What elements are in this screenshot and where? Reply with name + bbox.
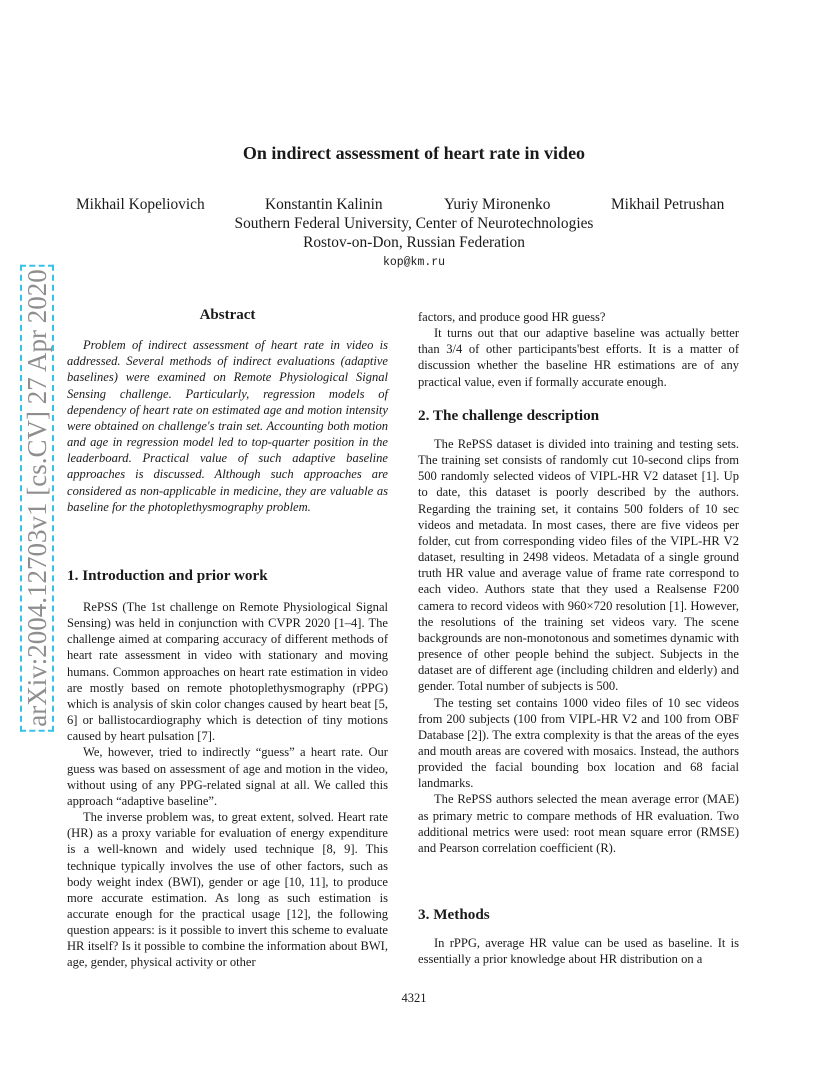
page-number: 4321 [401,991,427,1005]
arxiv-id: arXiv:2004.12703v1 [cs.CV] 27 Apr 2020 [20,264,54,731]
paragraph: The RePSS dataset is divided into training and testing sets. The training set consists of randomly cut 10-second clips from 500 randomly selected videos of VIPL-HR V2 dataset [1]. Up to date, this dataset is poorly described by the authors. Regarding the training set, it contains 500 folders of 10 sec videos and metadata. In most cases, there are five videos per folder, cut from corresponding video files of the VIPL-HR V2 dataset, resulting in 2498 videos. Metadata of a single ground truth HR value and average value of frame rate correspond to each video. Authors state that they used a Realsense F200 camera to record videos with 960×720 resolution [1]. However, the resolutions of the training set videos vary. The scene backgrounds are non-monotonous and sometimes dynamic with presence of other people behind the subject. Subjects in the dataset are of different age (including children and elderly) and gender. Total number of subjects is 500. [418,437,739,694]
location: Rostov-on-Don, Russian Federation [303,234,525,251]
section-1 [67,566,388,971]
paragraph: We, however, tried to indirectly “guess” a heart rate. Our guess was based on assessment of age and motion in the video, without using of any PPG-related signal at all. We called this approach “adaptive baseline”. [67,745,388,808]
paragraph: It turns out that our adaptive baseline was actually better than 3/4 of other participants'best efforts. It is a matter of discussion whether the baseline HR estimations are of any practical value, even if formally accurate enough. [418,326,739,389]
affiliation: Southern Federal University, Center of Neurotechnologies [234,215,594,232]
abstract-text: Problem of indirect assessment of heart rate in video is addressed. Several methods of indirect evaluations (adaptive baselines) were examined on Remote Physiological Signal Sensing challenge. Particularly, regression models of dependency of heart rate on estimated age and motion intensity were obtained on challenge's train set. Accounting both motion and age in regression model led to top-quarter position in the leaderboard. Practical value of such adaptive baseline approaches is discussed. Although such approaches are considered as non-applicable in medicine, they are valuable as baseline for the photoplethysmography problem. [67,338,388,514]
section-3 [418,905,739,967]
email: kop@km.ru [382,256,446,269]
right-column [418,309,739,390]
left-column [67,307,388,515]
arxiv-stamp [22,258,52,738]
paragraph: factors, and produce good HR guess? [418,310,606,324]
section-heading: 1. Introduction and prior work [67,567,268,584]
section-2 [418,406,739,856]
paragraph: In rPPG, average HR value can be used as baseline. It is essentially a prior knowledge about HR distribution on a [418,936,739,967]
paragraph: The testing set contains 1000 video files of 10 sec videos from 200 subjects (100 from VIPL-HR V2 and 100 from OBF Database [2]). The extra complexity is that the areas of the eyes and mouth areas are covered with mosaics. Instead, the authors provided the facial bounding box location and 68 facial landmarks. [418,695,739,791]
paper-title: On indirect assessment of heart rate in video [242,143,586,163]
paragraph: The RePSS authors selected the mean average error (MAE) as primary metric to compare methods of HR evaluation. Two additional metrics were used: root mean square error (RMSE) and Pearson correlation coefficient (R). [418,792,739,855]
author-4: Mikhail Petrushan [611,196,725,213]
author-3: Yuriy Mironenko [444,196,551,213]
paragraph: The inverse problem was, to great extent, solved. Heart rate (HR) as a proxy variable for evaluation of energy expenditure is a well-known and widely used technique [8, 9]. This technique typically involves the use of other factors, such as body weight index (BWI), gender or age [10, 11], to produce more accurate estimation. As long as such estimation is accurate enough for the practical usage [12], the following question appears: is it possible to invert this scheme to evaluate HR itself? Is it possible to combine the information about BWI, age, gender, physical activity or other [67,810,388,970]
section-heading: 3. Methods [418,906,490,923]
paragraph: RePSS (The 1st challenge on Remote Physiological Signal Sensing) was held in conjunction with CVPR 2020 [1–4]. The challenge aimed at comparing accuracy of different methods of heart rate assessment in video with stationary and moving humans. Common approaches on heart rate estimation in video are mostly based on remote photoplethysmography (rPPG) which is analysis of skin color changes caused by heart beat [5, 6] or ballistocardiography which is detection of tiny motions caused by heart pulsation [7]. [67,600,388,744]
author-2: Konstantin Kalinin [265,196,383,213]
abstract-heading: Abstract [199,307,256,323]
section-heading: 2. The challenge description [418,407,600,424]
author-1: Mikhail Kopeliovich [76,196,205,213]
